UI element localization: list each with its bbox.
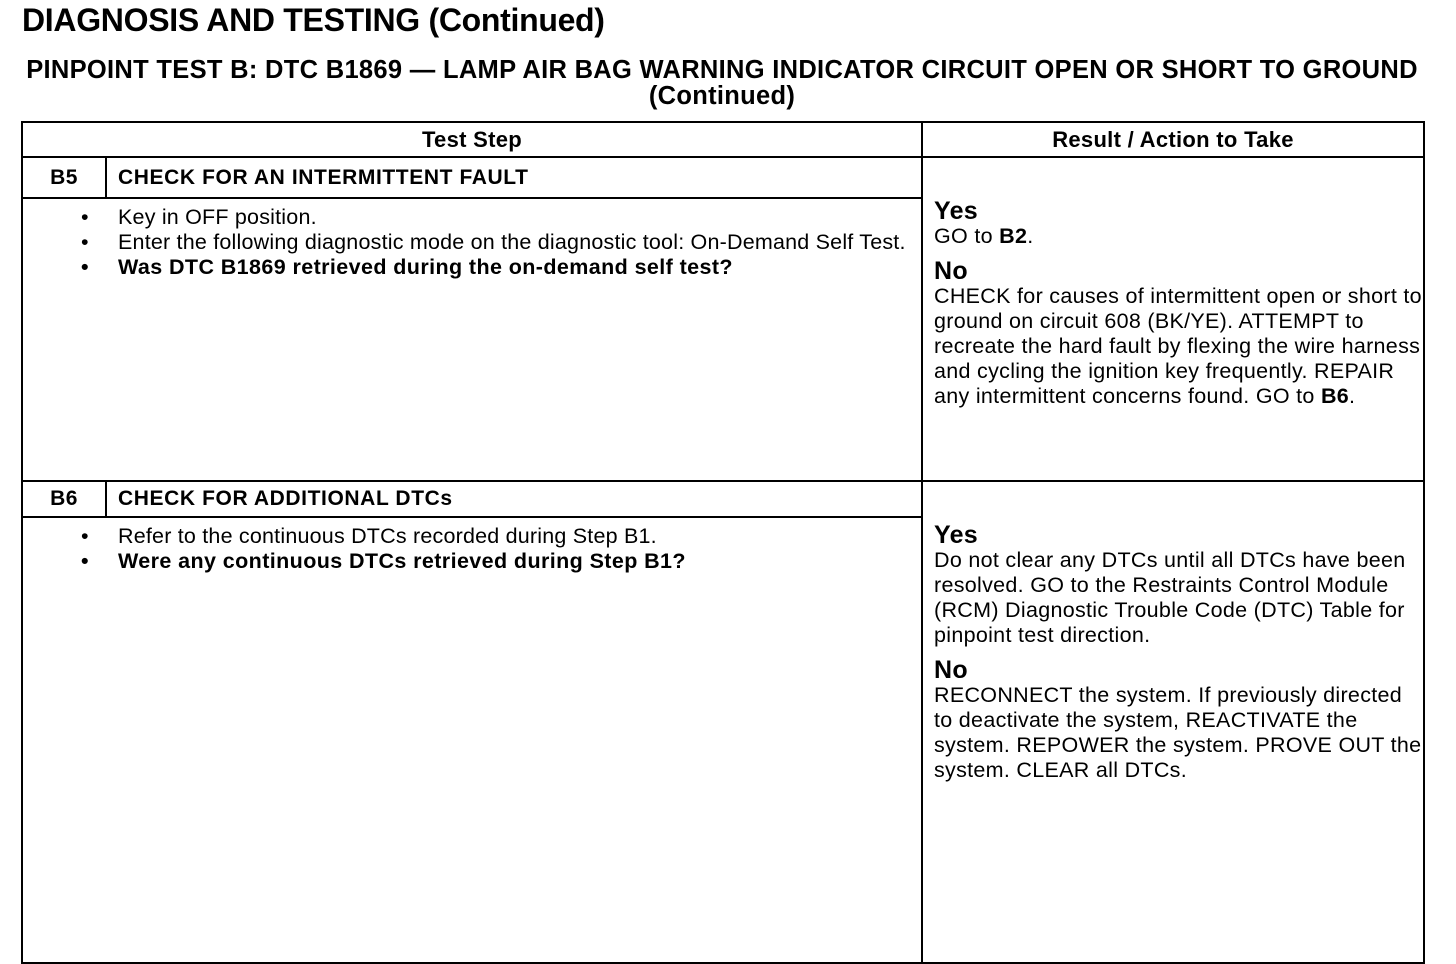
step-id-b5: B5	[22, 157, 106, 198]
no-label-b6: No	[934, 656, 968, 684]
list-item: • Enter the following diagnostic mode on the diagnostic tool: On-Demand Self Test.	[81, 230, 906, 255]
step-body-b5	[22, 198, 922, 481]
yes-action-b5: GO to B2.	[934, 224, 1034, 248]
list-item: • Key in OFF position.	[81, 205, 317, 230]
goto-target-b2: B2	[999, 224, 1028, 248]
step-row-b5	[22, 157, 1424, 198]
step-title-b5: CHECK FOR AN INTERMITTENT FAULT	[106, 157, 922, 198]
step-body-b6	[22, 517, 922, 963]
yes-action-b6: Do not clear any DTCs until all DTCs have been resolved. GO to the Restraints Control Module (RCM) Diagnostic Trouble Code (DTC) Table for pinpoint test direction.	[934, 548, 1406, 647]
step-row-b6	[22, 481, 1424, 517]
test-step-header: Test Step	[22, 122, 922, 157]
list-item-question: • Were any continuous DTCs retrieved during Step B1?	[81, 549, 686, 573]
page-title: DIAGNOSIS AND TESTING (Continued)	[22, 2, 605, 38]
step-id-b6: B6	[22, 481, 106, 517]
result-cell-b6	[922, 481, 1424, 963]
result-cell-b5	[922, 157, 1424, 481]
list-item-question: • Was DTC B1869 retrieved during the on-demand self test?	[81, 255, 733, 280]
pinpoint-test-title: PINPOINT TEST B: DTC B1869 — LAMP AIR BAG WARNING INDICATOR CIRCUIT OPEN OR SHORT TO GROUND (Continued)	[26, 56, 1418, 110]
no-action-b6: RECONNECT the system. If previously directed to deactivate the system, REACTIVATE the system. REPOWER the system. PROVE OUT the system. CLEAR all DTCs.	[934, 683, 1422, 782]
no-label-b5: No	[934, 257, 968, 285]
result-header: Result / Action to Take	[922, 122, 1424, 157]
table-header-row	[22, 122, 1424, 157]
no-action-b5: CHECK for causes of intermittent open or short to ground on circuit 608 (BK/YE). ATTEMPT to recreate the hard fault by flexing the wire harness and cycling the ignition key frequently. REPAIR any intermittent concerns found. GO to B6.	[934, 284, 1422, 408]
pinpoint-test-table	[21, 121, 1425, 964]
goto-target-b6: B6	[1320, 384, 1350, 408]
yes-label-b6: Yes	[934, 521, 979, 549]
list-item: • Refer to the continuous DTCs recorded during Step B1.	[81, 524, 657, 548]
step-list-b6	[23, 524, 921, 574]
step-title-b6: CHECK FOR ADDITIONAL DTCs	[106, 481, 922, 517]
yes-label-b5: Yes	[934, 197, 979, 225]
step-list-b5	[23, 205, 921, 280]
